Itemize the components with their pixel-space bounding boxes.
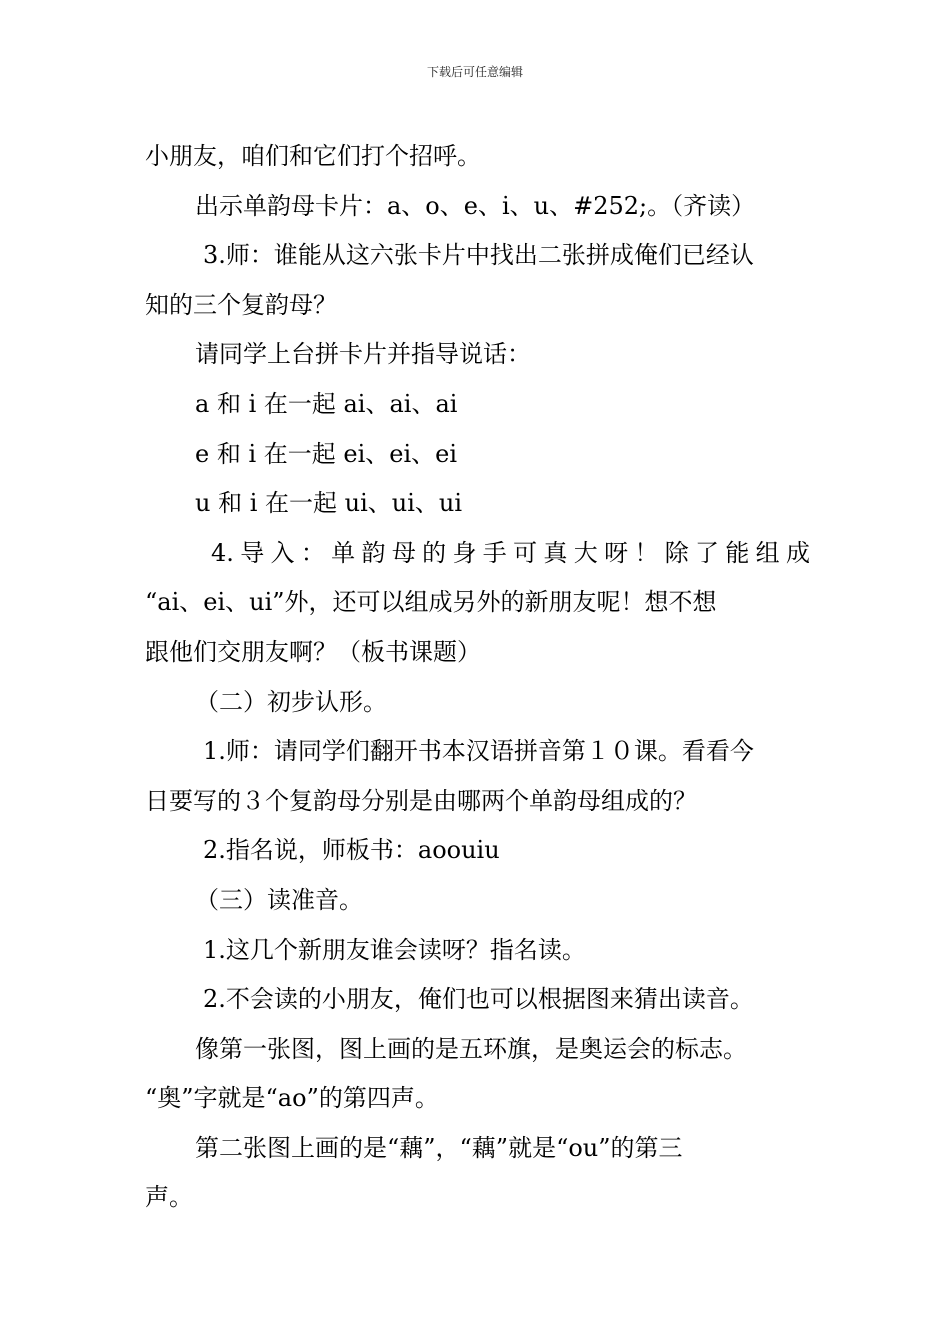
paragraph-line: 知的三个复韵母？ (145, 290, 337, 319)
paragraph-line: 出示单韵母卡片：a、o、e、i、u、#252;。（齐读） (195, 191, 756, 220)
paragraph-line: 请同学上台拼卡片并指导说话： (195, 340, 531, 369)
paragraph-line: 小朋友，咱们和它们打个招呼。 (145, 142, 481, 170)
paragraph-line: （二）初步认形。 (195, 687, 387, 716)
paragraph-line: 第二张图上画的是“藕”，“藕”就是“ou”的第三 (195, 1133, 683, 1162)
paragraph-line: u 和 i 在一起 ui、ui、ui (195, 489, 463, 518)
paragraph-line: e 和 i 在一起 ei、ei、ei (195, 439, 458, 468)
paragraph-line: （三）读准音。 (195, 885, 363, 914)
paragraph-line: “ai、ei、ui”外，还可以组成另外的新朋友呢！想不想 (145, 588, 717, 617)
paragraph-line: 日要写的３个复韵母分别是由哪两个单韵母组成的？ (145, 786, 697, 815)
paragraph-line: “奥”字就是“ao”的第四声。 (145, 1084, 439, 1113)
paragraph-line: 跟他们交朋友啊？（板书课题） (145, 637, 481, 666)
paragraph-line: 4.导入：单韵母的身手可真大呀！除了能组成 (211, 538, 810, 567)
paragraph-line: 2.指名说，师板书：aoouiu (203, 836, 500, 865)
paragraph-line: 像第一张图，图上画的是五环旗，是奥运会的标志。 (195, 1034, 747, 1063)
paragraph-line: 2.不会读的小朋友，俺们也可以根据图来猜出读音。 (203, 985, 754, 1014)
paragraph-line: 声。 (145, 1183, 193, 1212)
paragraph-line: 1.这几个新朋友谁会读呀？指名读。 (203, 935, 586, 964)
paragraph-line: a 和 i 在一起 ai、ai、ai (195, 389, 458, 418)
document-body (145, 132, 810, 1223)
paragraph-line: 3.师：谁能从这六张卡片中找出二张拼成俺们已经认 (203, 241, 754, 270)
page-header: 下载后可任意编辑 (426, 65, 523, 79)
paragraph-line: 1.师：请同学们翻开书本汉语拼音第１０课。看看今 (203, 737, 754, 766)
